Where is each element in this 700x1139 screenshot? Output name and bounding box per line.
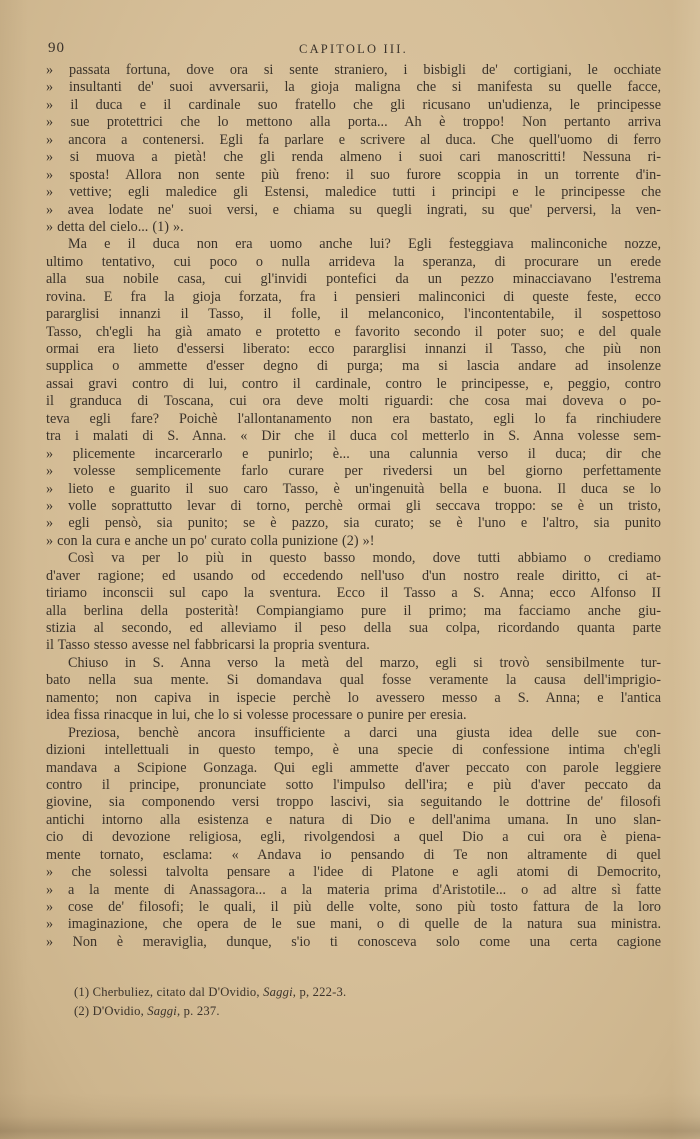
text-line: pararglisi innanzi il Tasso, il folle, il melanconico, l'incontentabile, il sospettoso: [46, 306, 661, 323]
text-line: tiriamo inconscii sul capo la sventura. Ecco il Tasso a S. Anna; ecco Alfonso II: [46, 585, 661, 602]
text-line: ultimo tentativo, cui poco o nulla arrideva la speranza, di procurare un erede: [46, 253, 661, 270]
text-line: stizia al secondo, ed alleviamo il peso della sua colpa, ricordando quanta parte: [46, 620, 661, 636]
text-line: » egli pensò, sia punito; se è pazzo, sia curato; se è l'uno e l'altro, sia punito: [46, 515, 661, 532]
text-line: » ancora a contenersi. Egli fa parlare e scrivere al duca. Che quell'uomo di ferro: [46, 131, 661, 148]
text-line: dizioni intellettuali in questo tempo, è una specie di confessione intima ch'egli: [46, 742, 661, 759]
text-line: idea fissa rinacque in lui, che lo si volesse processare o punire per eresia.: [46, 707, 467, 724]
text-line: » lieto e guarito il suo caro Tasso, è un'ingenuità bella e buona. Il duca se lo: [46, 480, 661, 497]
text-line: d'aver ragione; ed usando od eccedendo nell'uso d'un nostro reale diritto, ci at-: [46, 567, 661, 584]
text-line: Ma e il duca non era uomo anche lui? Egli festeggiava malinconiche nozze,: [68, 236, 661, 253]
text-line: cio di devozione religiosa, egli, rivolgendosi a quel Dio a cui ora è piena-: [46, 829, 661, 846]
text-line: » cose de' filosofi; le quali, il più delle volte, sono più tosto fattura de la loro: [46, 899, 661, 915]
text-line: supplica o ammette d'esser degno di purga; ma si lascia andare ad insolenze: [46, 358, 661, 375]
text-line: » vettive; egli maledice gli Estensi, maledice tutti i principi e le principesse che: [46, 184, 661, 201]
text-line: giovine, sia componendo versi troppo lascivi, sia seguitando le dottrine de' filosofi: [46, 794, 661, 811]
text-line: » con la cura e anche un po' curato colla punizione (2) »!: [46, 532, 375, 549]
text-line: assai gravi contro di lui, contro il cardinale, contro le principesse, e, peggio, contro: [46, 375, 661, 392]
page-body-text: [46, 62, 661, 951]
text-line: » insultanti de' suoi avversarii, la gioja maligna che si manifesta su quelle facce,: [46, 79, 661, 96]
text-line: » che solessi talvolta pensare a l'idee di Platone e agli atomi di Democrito,: [46, 864, 661, 881]
text-line: » plicemente incarcerarlo e punirlo; è... una calunnia verso il duca; dir che: [46, 445, 661, 462]
text-line: tra i malati di S. Anna. « Dir che il duca col metterlo in S. Anna volesse sem-: [46, 428, 661, 445]
text-line: » si muova a pietà! che gli renda almeno i suoi cari manoscritti! Nessuna ri-: [46, 149, 661, 166]
text-line: » sue protettrici che lo mettono alla porta... Ah è troppo! Non pertanto arriva: [46, 114, 661, 131]
text-line: Così va per lo più in questo basso mondo, dove tutti abbiamo o crediamo: [68, 550, 661, 567]
text-line: alla sua nobile casa, cui gl'invidi pontefici da un pezzo minacciavano l'estrema: [46, 271, 661, 288]
text-line: mente tornato, esclama: « Andava io pensando di Te non altramente di quel: [46, 846, 661, 863]
page-number: 90: [48, 40, 65, 56]
text-line: bato nella sua mente. Si domandava qual fosse veramente la causa dell'imprigio-: [46, 672, 661, 689]
text-line: rovina. E fra la gioja forzata, fra i pensieri malinconici di queste feste, ecco: [46, 288, 661, 305]
text-line: alla berlina della posterità! Compiangiamo pure il primo; ma facciamo anche giu-: [46, 602, 661, 619]
text-line: il Tasso stesso avesse nel fabbricarsi la propria sventura.: [46, 637, 370, 654]
text-line: » detta del cielo... (1) ».: [46, 218, 184, 235]
footnotes-block: [74, 983, 634, 1020]
text-line: Preziosa, benchè ancora insufficiente a darci una giusta idea delle sue con-: [68, 724, 661, 741]
text-line: contro il principe, pronunciate sotto l'impulso dell'ira; e più d'aver peccato da: [46, 776, 661, 793]
running-header: [46, 40, 661, 60]
text-line: namento; non capiva in ispecie perchè lo avessero messo a S. Anna; e l'antica: [46, 689, 661, 706]
footnote: (1) Cherbuliez, citato dal D'Ovidio, Saggi, p, 222-3.: [74, 985, 347, 999]
text-line: teva egli fare? Poichè l'allontanamento non era bastato, egli lo fa rinchiudere: [46, 410, 661, 427]
text-line: » il duca e il cardinale suo fratello che gli ricusano un'udienza, le principesse: [46, 96, 661, 113]
text-line: Tasso, ch'egli ha già amato e protetto e favorito secondo il poter suo; e del quale: [46, 323, 661, 340]
text-line: » imaginazione, che opera de le sue mani, o di quelle de la natura sua ministra.: [46, 916, 661, 933]
text-line: » a la mente di Anassagora... a la materia prima d'Aristotile... o ad altre sì fatte: [46, 881, 661, 898]
text-line: il granduca di Toscana, cui ora deve molti riguardi: che cosa mai doveva o po-: [46, 393, 661, 410]
text-line: » avea lodate ne' suoi versi, e chiama su quegli ingrati, su que' perversi, la ven-: [46, 201, 661, 218]
text-line: ormai era lieto d'essersi liberato: ecco pararglisi innanzi il Tasso, che più non: [46, 341, 661, 357]
text-line: antichi intorno alla esistenza e natura di Dio e dell'anima umana. In uno slan-: [46, 811, 661, 828]
text-line: Chiuso in S. Anna verso la metà del marzo, egli si trovò sensibilmente tur-: [68, 654, 661, 671]
footnote: (2) D'Ovidio, Saggi, p. 237.: [74, 1003, 220, 1018]
chapter-header: CAPITOLO III.: [299, 42, 408, 56]
text-line: mandava a Scipione Gonzaga. Qui egli ammette d'aver peccato con parole leggiere: [46, 759, 661, 776]
text-line: » volesse semplicemente farlo curare per rivedersi un bel giorno perfettamente: [46, 463, 661, 480]
text-line: » sposta! Allora non sente più freno: il suo furore scoppia in un torrente d'in-: [46, 166, 661, 183]
text-line: » volle soprattutto levar di torno, perchè ormai gli seccava troppo: se è un tristo,: [46, 497, 661, 514]
text-line: » Non è meraviglia, dunque, s'io ti conosceva solo come una certa cagione: [46, 933, 661, 950]
text-line: » passata fortuna, dove ora si sente straniero, i bisbigli de' cortigiani, le occhiate: [46, 62, 661, 78]
